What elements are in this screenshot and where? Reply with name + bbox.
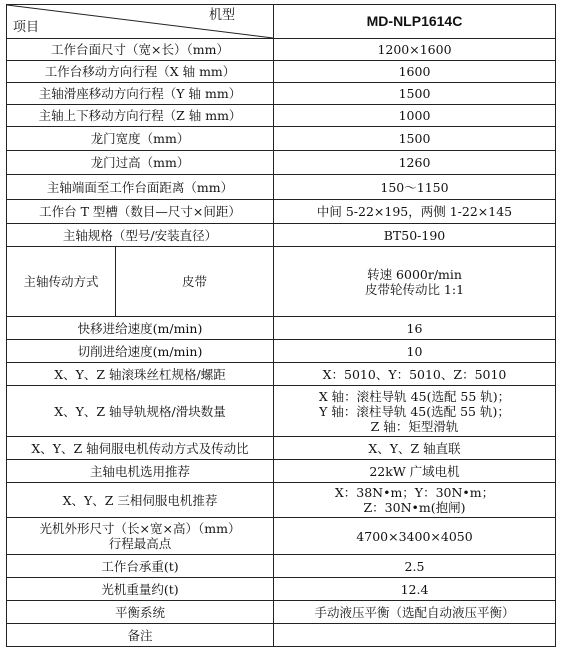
row-label: 龙门过高（mm） xyxy=(7,151,274,175)
row-label: 快移进给速度(m/min) xyxy=(7,317,274,340)
row-label: 主轴端面至工作台面距离（mm） xyxy=(7,175,274,200)
table-row xyxy=(7,151,556,175)
table-row xyxy=(7,340,556,363)
table-row xyxy=(7,437,556,460)
row-label: X、Y、Z 轴滚珠丝杠规格/螺距 xyxy=(7,363,274,386)
row-value: X：38N•m；Y：30N•m； Z：30N•m(抱闸) xyxy=(274,483,556,518)
table-row xyxy=(7,224,556,247)
spec-table xyxy=(6,4,556,647)
table-row xyxy=(7,363,556,386)
row-value: 10 xyxy=(274,340,556,363)
table-row xyxy=(7,83,556,105)
row-label: X、Y、Z 三相伺服电机推荐 xyxy=(7,483,274,518)
row-value: BT50-190 xyxy=(274,224,556,247)
row-value: 手动液压平衡（选配自动液压平衡） xyxy=(274,601,556,624)
table-row xyxy=(7,175,556,200)
table-row xyxy=(7,317,556,340)
row-value: X、Y、Z 轴直联 xyxy=(274,437,556,460)
table-row xyxy=(7,460,556,483)
row-value: 2.5 xyxy=(274,555,556,578)
row-label: 光机外形尺寸（长×宽×高）（mm） 行程最高点 xyxy=(7,518,274,555)
table-row xyxy=(7,483,556,518)
row-value xyxy=(274,624,556,647)
row-label: 工作台 T 型槽（数目—尺寸×间距） xyxy=(7,200,274,224)
row-value: 150～1150 xyxy=(274,175,556,200)
row-value: 1000 xyxy=(274,105,556,127)
row-value: 1600 xyxy=(274,61,556,83)
row-label: 主轴滑座移动方向行程（Y 轴 mm） xyxy=(7,83,274,105)
row-label: 切削进给速度(m/min) xyxy=(7,340,274,363)
model-value: MD-NLP1614C xyxy=(274,5,556,39)
row-label: 工作台移动方向行程（X 轴 mm） xyxy=(7,61,274,83)
row-label: 主轴规格（型号/安装直径） xyxy=(7,224,274,247)
row-value: 1260 xyxy=(274,151,556,175)
table-row xyxy=(7,578,556,601)
row-label: X、Y、Z 轴伺服电机传动方式及传动比 xyxy=(7,437,274,460)
row-label: X、Y、Z 轴导轨规格/滑块数量 xyxy=(7,386,274,437)
table-header-row xyxy=(7,5,556,39)
row-label: 工作台面尺寸（宽×长）（mm） xyxy=(7,39,274,61)
model-header-label: 机型 xyxy=(208,8,235,23)
table-row xyxy=(7,61,556,83)
table-row xyxy=(7,39,556,61)
table-row xyxy=(7,624,556,647)
row-value: X：5010、Y：5010、Z：5010 xyxy=(274,363,556,386)
row-label: 龙门宽度（mm） xyxy=(7,127,274,151)
diagonal-header-cell xyxy=(7,5,274,39)
row-value: 4700×3400×4050 xyxy=(274,518,556,555)
row-label: 主轴上下移动方向行程（Z 轴 mm） xyxy=(7,105,274,127)
row-value: X 轴：滚柱导轨 45(选配 55 轨)； Y 轴：滚柱导轨 45(选配 55 轨)； Z 轴：矩型滑轨 xyxy=(274,386,556,437)
table-row xyxy=(7,555,556,578)
row-label: 主轴电机选用推荐 xyxy=(7,460,274,483)
row-value: 16 xyxy=(274,317,556,340)
row-value: 1500 xyxy=(274,127,556,151)
row-label: 备注 xyxy=(7,624,274,647)
row-sub-label: 皮带 xyxy=(116,247,274,317)
table-row xyxy=(7,601,556,624)
row-value: 中间 5-22×195，两侧 1-22×145 xyxy=(274,200,556,224)
row-value: 12.4 xyxy=(274,578,556,601)
row-label: 光机重量约(t) xyxy=(7,578,274,601)
row-label: 平衡系统 xyxy=(7,601,274,624)
row-value: 转速 6000r/min 皮带轮传动比 1:1 xyxy=(274,247,556,317)
table-row xyxy=(7,105,556,127)
row-value: 1200×1600 xyxy=(274,39,556,61)
table-row xyxy=(7,127,556,151)
item-header-label: 项目 xyxy=(13,20,40,35)
row-label: 工作台承重(t) xyxy=(7,555,274,578)
table-row xyxy=(7,386,556,437)
table-row xyxy=(7,200,556,224)
table-row xyxy=(7,518,556,555)
row-value: 22kW 广域电机 xyxy=(274,460,556,483)
row-label: 主轴传动方式 xyxy=(7,247,116,317)
table-row xyxy=(7,247,556,317)
row-value: 1500 xyxy=(274,83,556,105)
